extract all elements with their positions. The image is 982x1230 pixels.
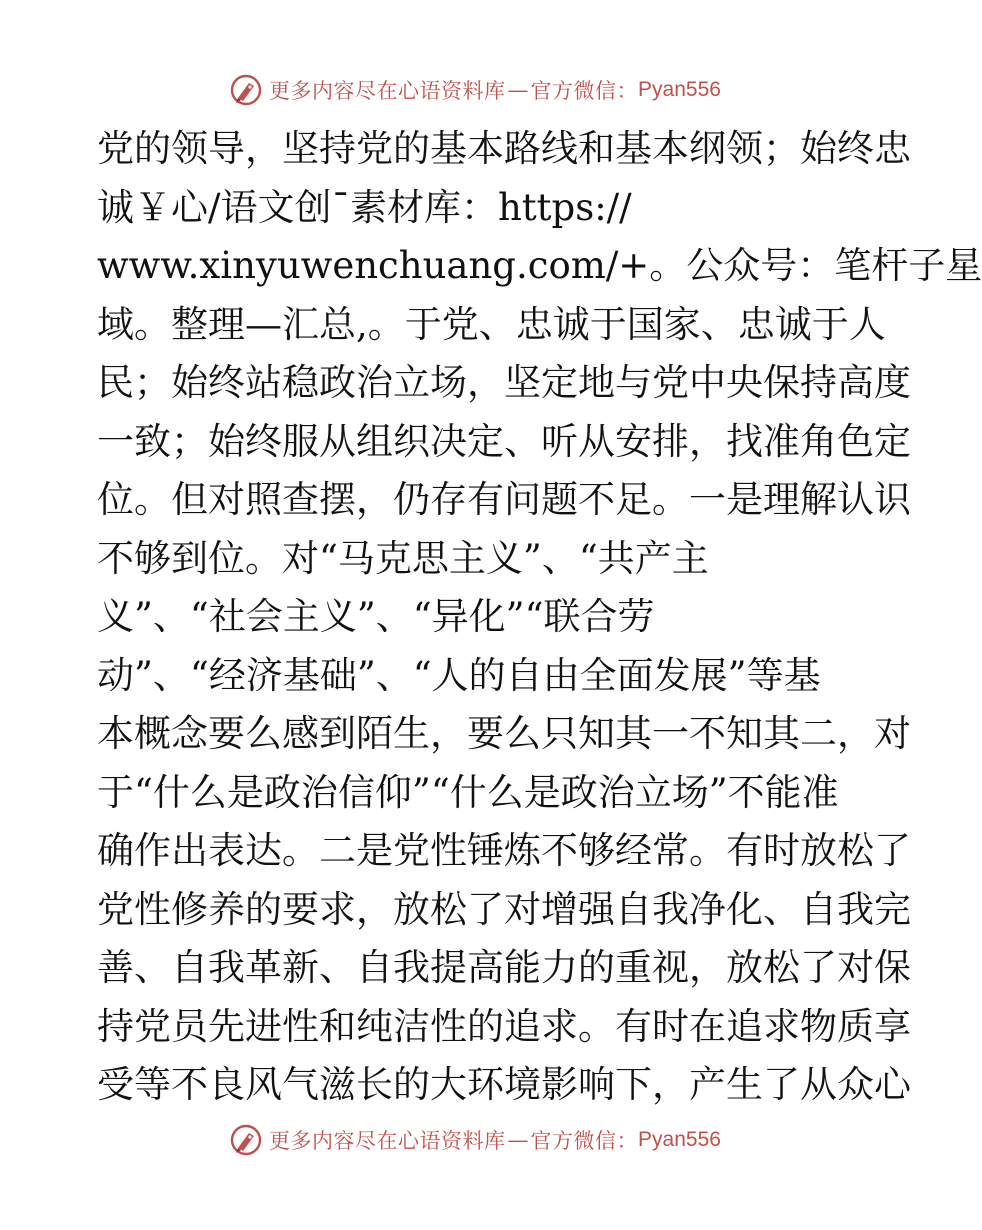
body-line: 党性修养的要求，放松了对增强自我净化、自我完 (97, 887, 911, 931)
body-line: 义”、“社会主义”、“异化”“联合劳 (97, 595, 655, 638)
body-line: 一致；始终服从组织决定、听从安排，找准角色定 (97, 419, 911, 463)
body-line: 本概念要么感到陌生，要么只知其一不知其二，对 (97, 712, 911, 755)
body-line: 动”、“经济基础”、“人的自由全面发展”等基 (97, 653, 821, 697)
body-line: 于“什么是政治信仰”“什么是政治立场”不能准 (97, 770, 839, 814)
banner-contact-label: 官方微信： (530, 79, 639, 103)
document-body (97, 120, 982, 1115)
banner-separator: — (507, 1128, 529, 1152)
banner-site-text: 更多内容尽在心语资料库 (269, 79, 506, 103)
banner-contact-id: Pyan556 (638, 78, 721, 101)
banner-contact-label: 官方微信： (530, 1129, 639, 1153)
body-line: 党的领导，坚持党的基本路线和基本纲领；始终忠 (97, 127, 911, 170)
body-line: 民；始终站稳政治立场，坚定地与党中央保持高度 (97, 361, 911, 404)
pen-logo-icon (229, 1123, 263, 1157)
body-line: 善、自我革新、自我提高能力的重视，放松了对保 (97, 946, 911, 989)
body-line: 不够到位。对“马克思主义”、“共产主 (97, 536, 709, 580)
header-banner (0, 70, 950, 110)
banner-site-text: 更多内容尽在心语资料库 (269, 1129, 506, 1153)
body-line: 确作出表达。二是党性锤炼不够经常。有时放松了 (97, 829, 911, 872)
body-line: 持党员先进性和纯洁性的追求。有时在追求物质享 (97, 1004, 911, 1048)
footer-banner (0, 1120, 950, 1160)
body-line: 受等不良风气滋长的大环境影响下，产生了从众心 (97, 1063, 911, 1106)
banner-contact-id: Pyan556 (638, 1128, 721, 1151)
pen-logo-icon (229, 73, 263, 107)
body-line: 位。但对照查摆，仍存有问题不足。一是理解认识 (97, 478, 911, 521)
body-line: 诚￥心/语文创¯素材库：https:// (97, 185, 632, 229)
body-line: 域。整理—汇总,。于党、忠诚于国家、忠诚于人 (97, 302, 886, 346)
banner-separator: — (507, 78, 529, 102)
body-line: www.xinyuwenchuang.com/+。公众号：笔杆子星 (97, 244, 982, 287)
